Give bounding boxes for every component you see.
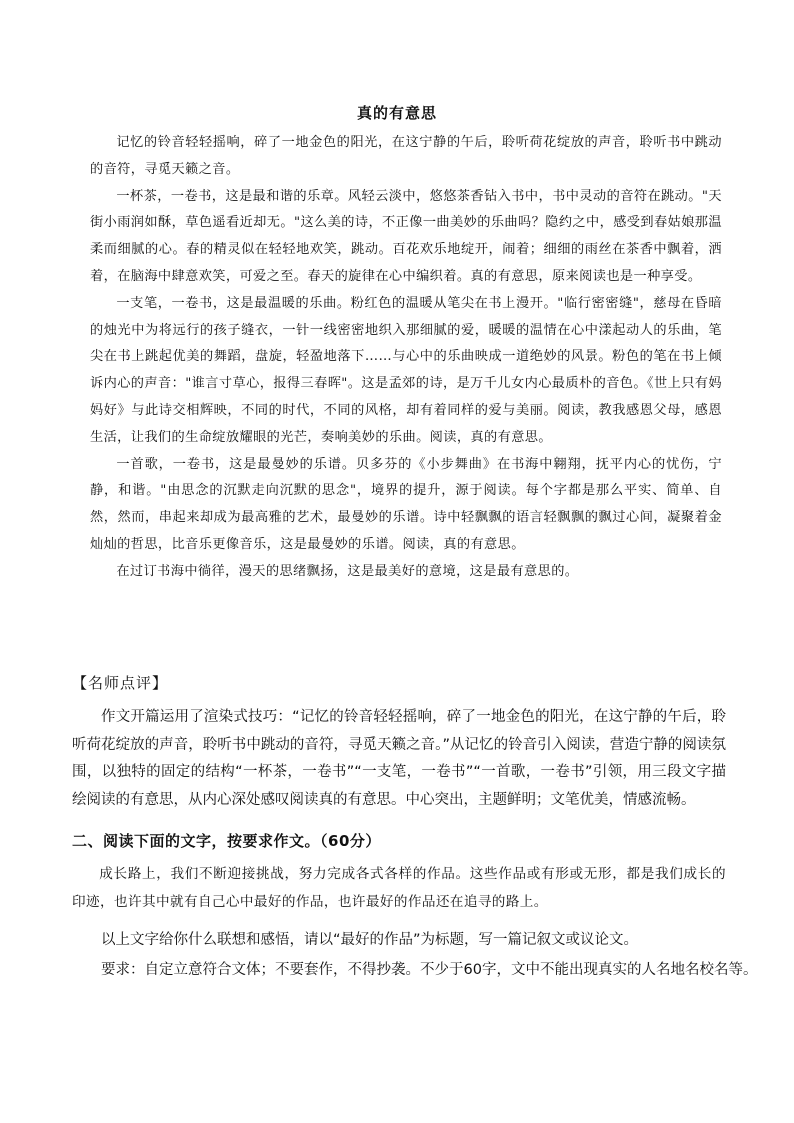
instruction-text: 以上文字给你什么联想和感悟，请以“最好的作品”为标题，写一篇记叙文或议论文。	[101, 932, 639, 948]
essay-paragraph: 记忆的铃音轻轻摇响，碎了一地金色的阳光，在这宁静的午后，聆听荷花绽放的声音，聆听书中跳动的音符，寻觅天籁之音。	[90, 135, 722, 177]
essay-paragraph: 一支笔，一卷书，这是最温暖的乐曲。粉红色的温暖从笔尖在书上漫开。"临行密密缝"，慈母在昏暗的烛光中为将远行的孩子缝衣，一针一线密密地织入那细腻的爱，暖暖的温情在心中漾起动人的乐曲，笔尖在书上跳起优美的舞蹈，盘旋，轻盈地落下……与心中的乐曲映成一道绝妙的风景。粉色的笔在书上倾诉内心的声音："谁言寸草心，报得三春晖"。这是孟郊的诗，是万千儿女内心最质朴的音色。《世上只有妈妈好》与此诗交相辉映，不同的时代，不同的风格，却有着同样的爱与美丽。阅读，教我感恩父母，感恩生活，让我们的生命绽放耀眼的光芒，奏响美妙的乐曲。阅读，真的有意思。	[90, 295, 722, 445]
teacher-comment	[72, 704, 726, 814]
section-heading: 二、阅读下面的文字，按要求作文。（60分）	[72, 832, 381, 850]
comment-text: 作文开篇运用了渲染式技巧：“记忆的铃音轻轻摇响，碎了一地金色的阳光，在这宁静的午后，聆听荷花绽放的声音，聆听书中跳动的音符，寻觅天籁之音。”从记忆的铃音引入阅读，营造宁静的阅读氛围，以独特的固定的结构“一杯茶，一卷书”“一支笔，一卷书”“一首歌，一卷书”引领，用三段文字描绘阅读的有意思，从内心深处感叹阅读真的有意思。中心突出，主题鲜明；文笔优美，情感流畅。	[72, 709, 726, 808]
essay-title: 真的有意思	[356, 104, 437, 122]
requirements-text: 要求：自定立意符合文体；不要套作，不得抄袭。不少于60字，文中不能出现真实的人名地名校名等。	[101, 962, 758, 978]
comment-heading: 【名师点评】	[72, 674, 169, 692]
writing-requirements	[72, 956, 758, 984]
writing-prompt-passage	[72, 860, 726, 916]
essay-body	[90, 130, 722, 586]
essay-paragraph: 一杯茶，一卷书，这是最和谐的乐章。风轻云淡中，悠悠茶香钻入书中，书中灵动的音符在跳动。"天街小雨润如酥，草色遥看近却无。"这么美的诗，不正像一曲美妙的乐曲吗？隐约之中，感受到春姑娘那温柔而细腻的心。春的精灵似在轻轻地欢笑，跳动。百花欢乐地绽开，闹着；细细的雨丝在茶香中飘着，洒着，在脑海中肆意欢笑，可爱之至。春天的旋律在心中编织着。真的有意思，原来阅读也是一种享受。	[90, 188, 722, 284]
prompt-passage-text: 成长路上，我们不断迎接挑战，努力完成各式各样的作品。这些作品或有形或无形，都是我们成长的印迹，也许其中就有自己心中最好的作品，也许最好的作品还在追寻的路上。	[72, 866, 726, 910]
essay-paragraph: 在过订书海中徜徉，漫天的思绪飘扬，这是最美好的意境，这是最有意思的。	[116, 563, 579, 579]
essay-paragraph: 一首歌，一卷书，这是最曼妙的乐谱。贝多芬的《小步舞曲》在书海中翱翔，抚平内心的忧伤，宁静，和谐。"由思念的沉默走向沉默的思念"，境界的提升，源于阅读。每个字都是那么平实、简单、自然，然而，串起来却成为最高雅的艺术，最曼妙的乐谱。诗中轻飘飘的语言轻飘飘的飘过心间，凝聚着金灿灿的哲思，比音乐更像音乐，这是最曼妙的乐谱。阅读，真的有意思。	[90, 456, 722, 552]
writing-instruction	[72, 926, 752, 954]
